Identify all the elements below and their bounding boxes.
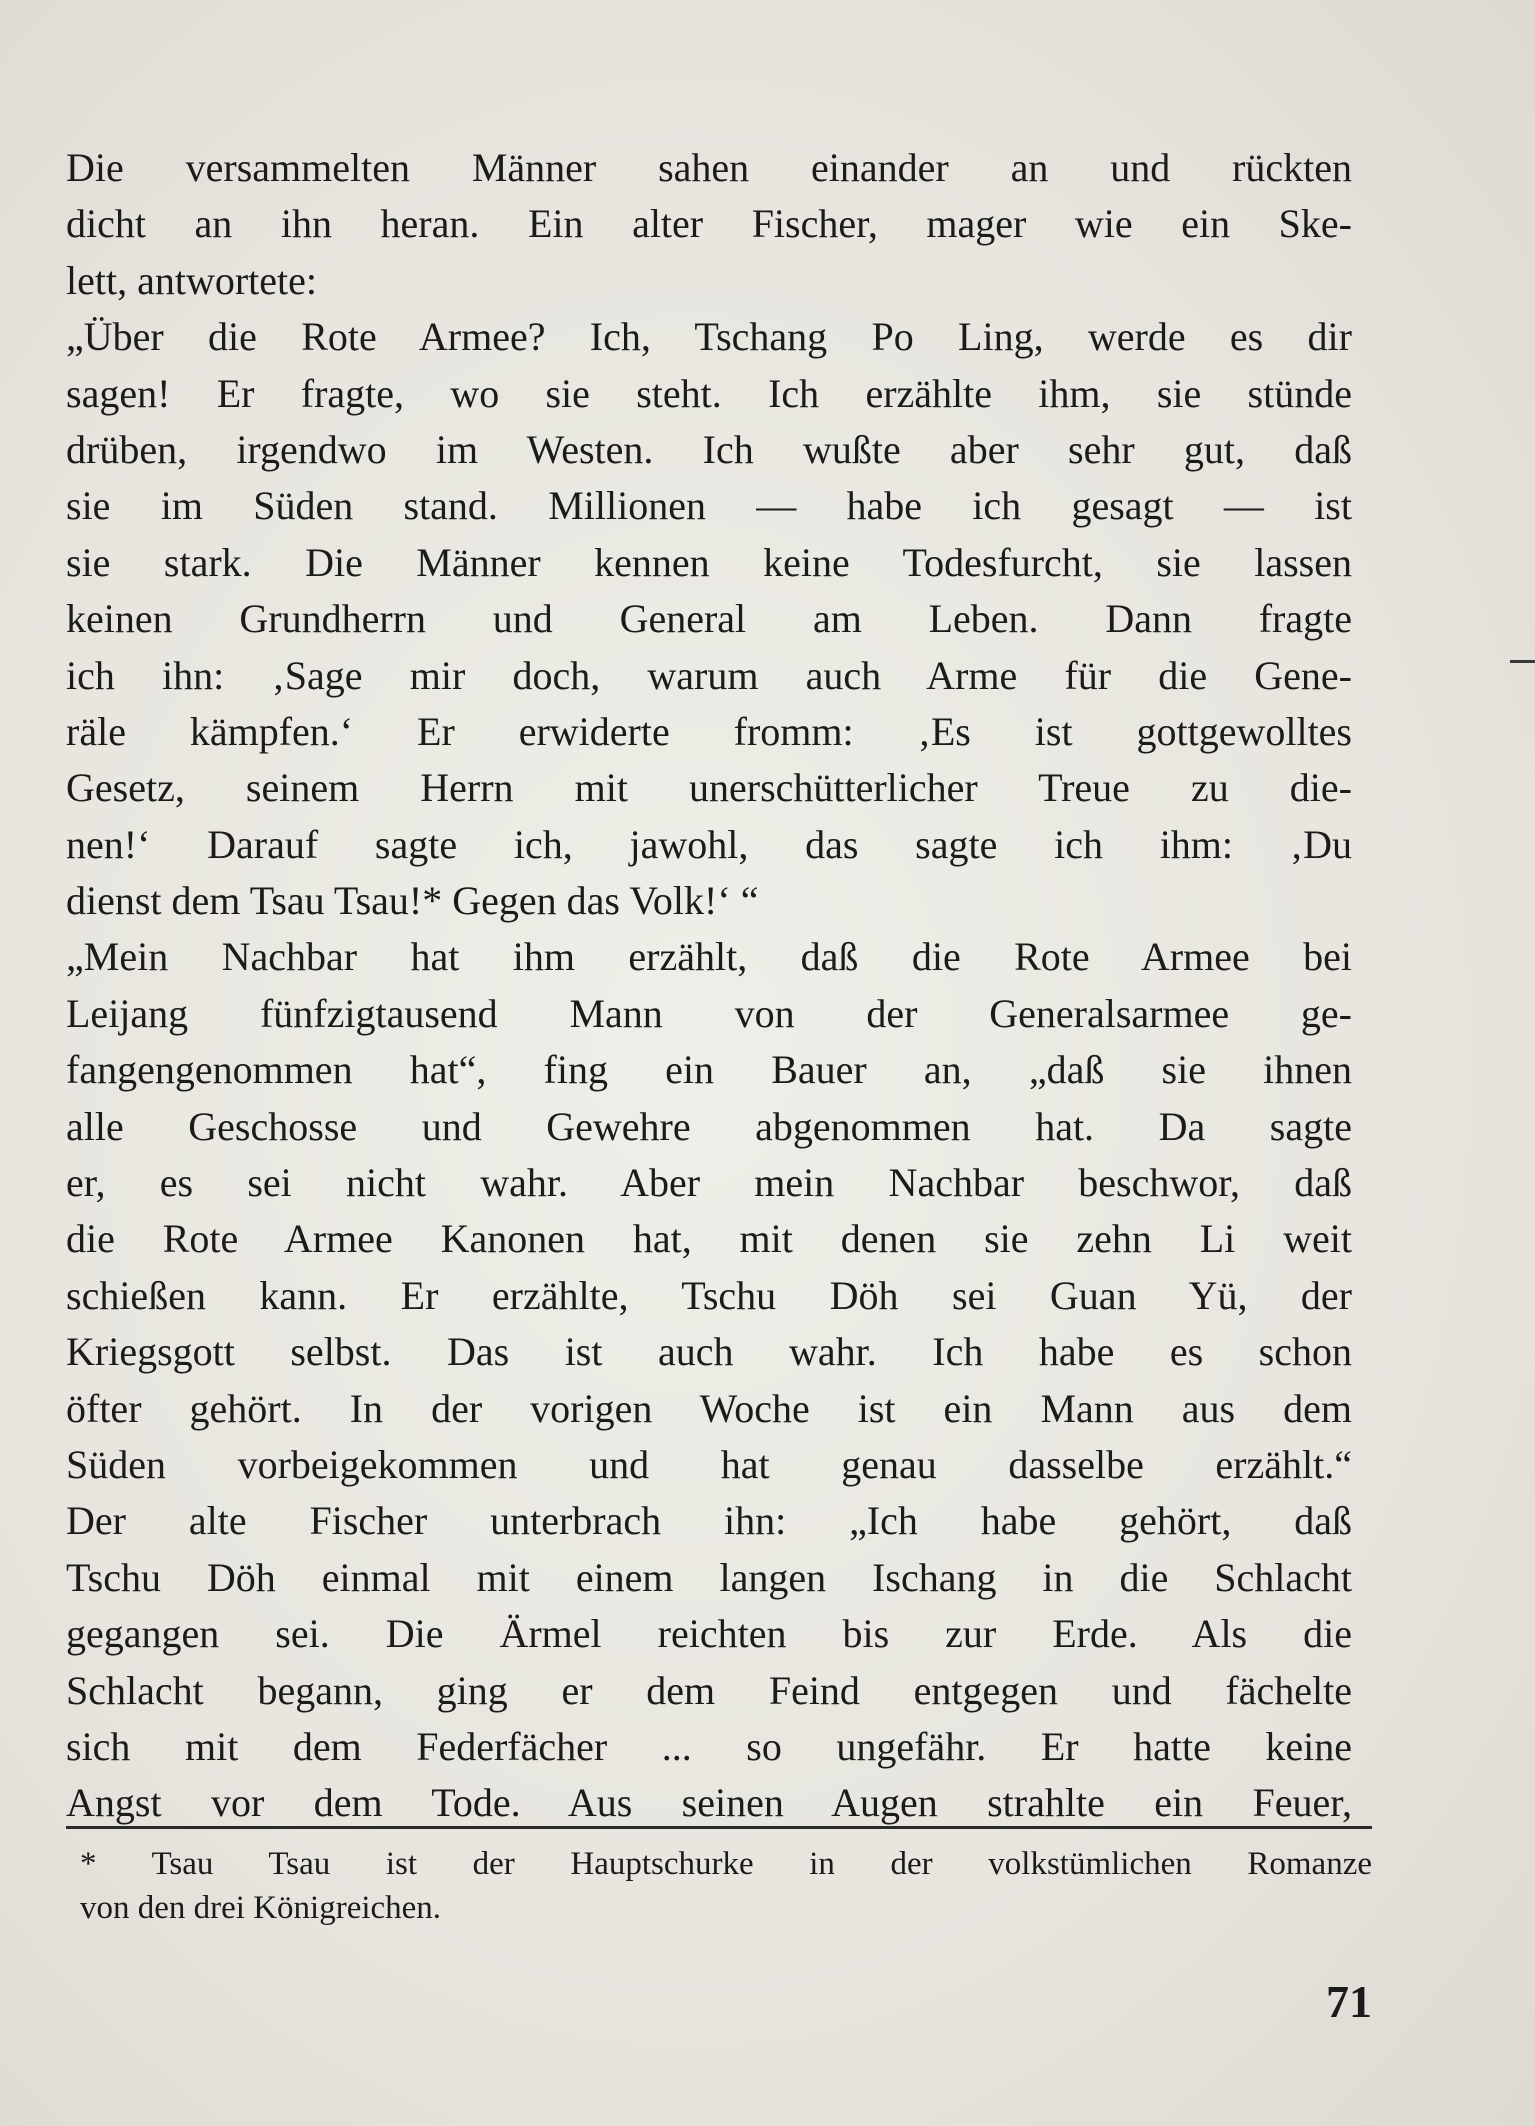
text-line: fangengenommen hat“, fing ein Bauer an, „daß sie ihnen: [66, 1047, 1352, 1093]
body-text: [66, 140, 1352, 1832]
text-line: Schlacht begann, ging er dem Feind entgegen und fächelte: [66, 1667, 1352, 1713]
text-line: gegangen sei. Die Ärmel reichten bis zur Erde. Als die: [66, 1611, 1352, 1657]
text-line: sie stark. Die Männer kennen keine Todesfurcht, sie lassen: [66, 539, 1352, 585]
text-line: Der alte Fischer unterbrach ihn: „Ich habe gehört, daß: [66, 1498, 1352, 1544]
text-line: alle Geschosse und Gewehre abgenommen hat. Da sagte: [66, 1103, 1352, 1149]
text-line: ich ihn: ‚Sage mir doch, warum auch Arme für die Gene-: [66, 652, 1352, 698]
footnote: [80, 1842, 1372, 1930]
text-line: Tschu Döh einmal mit einem langen Ischang in die Schlacht: [66, 1554, 1352, 1600]
text-line: Die versammelten Männer sahen einander an und rückten: [66, 145, 1352, 190]
text-line: Gesetz, seinem Herrn mit unerschütterlicher Treue zu die-: [66, 765, 1352, 811]
footnote-line: * Tsau Tsau ist der Hauptschurke in der volkstümlichen Romanze: [80, 1846, 1372, 1882]
text-line: räle kämpfen.‘ Er erwiderte fromm: ‚Es ist gottgewolltes: [66, 708, 1352, 754]
text-line: sie im Süden stand. Millionen — habe ich gesagt — ist: [66, 483, 1352, 529]
text-line: er, es sei nicht wahr. Aber mein Nachbar beschwor, daß: [66, 1160, 1352, 1206]
text-line: „Mein Nachbar hat ihm erzählt, daß die Rote Armee bei: [66, 934, 1352, 980]
text-line: nen!‘ Darauf sagte ich, jawohl, das sagte ich ihm: ‚Du: [66, 821, 1352, 867]
text-line: dicht an ihn heran. Ein alter Fischer, mager wie ein Ske-: [66, 201, 1352, 247]
text-line: Kriegsgott selbst. Das ist auch wahr. Ich habe es schon: [66, 1329, 1352, 1375]
text-line: schießen kann. Er erzählte, Tschu Döh sei Guan Yü, der: [66, 1272, 1352, 1318]
text-line: „Über die Rote Armee? Ich, Tschang Po Ling, werde es dir: [66, 314, 1352, 360]
text-line: lett, antwortete:: [66, 257, 318, 303]
text-line: Angst vor dem Tode. Aus seinen Augen strahlte ein Feuer,: [66, 1780, 1352, 1826]
page-number: 71: [1326, 1976, 1372, 2027]
text-line: sagen! Er fragte, wo sie steht. Ich erzählte ihm, sie stünde: [66, 370, 1352, 416]
footnote-divider: [66, 1826, 1372, 1829]
text-line: die Rote Armee Kanonen hat, mit denen sie zehn Li weit: [66, 1216, 1352, 1262]
text-line: drüben, irgendwo im Westen. Ich wußte aber sehr gut, daß: [66, 426, 1352, 472]
footnote-line: von den drei Königreichen.: [80, 1890, 442, 1926]
page-edge-mark: [1510, 660, 1535, 663]
text-line: sich mit dem Federfächer ... so ungefähr. Er hatte keine: [66, 1723, 1352, 1769]
text-line: Leijang fünfzigtausend Mann von der Generalsarmee ge-: [66, 990, 1352, 1036]
text-line: dienst dem Tsau Tsau!* Gegen das Volk!‘ “: [66, 878, 759, 924]
text-line: öfter gehört. In der vorigen Woche ist ein Mann aus dem: [66, 1385, 1352, 1431]
text-line: Süden vorbeigekommen und hat genau dasselbe erzählt.“: [66, 1441, 1352, 1487]
text-line: keinen Grundherrn und General am Leben. Dann fragte: [66, 596, 1352, 642]
